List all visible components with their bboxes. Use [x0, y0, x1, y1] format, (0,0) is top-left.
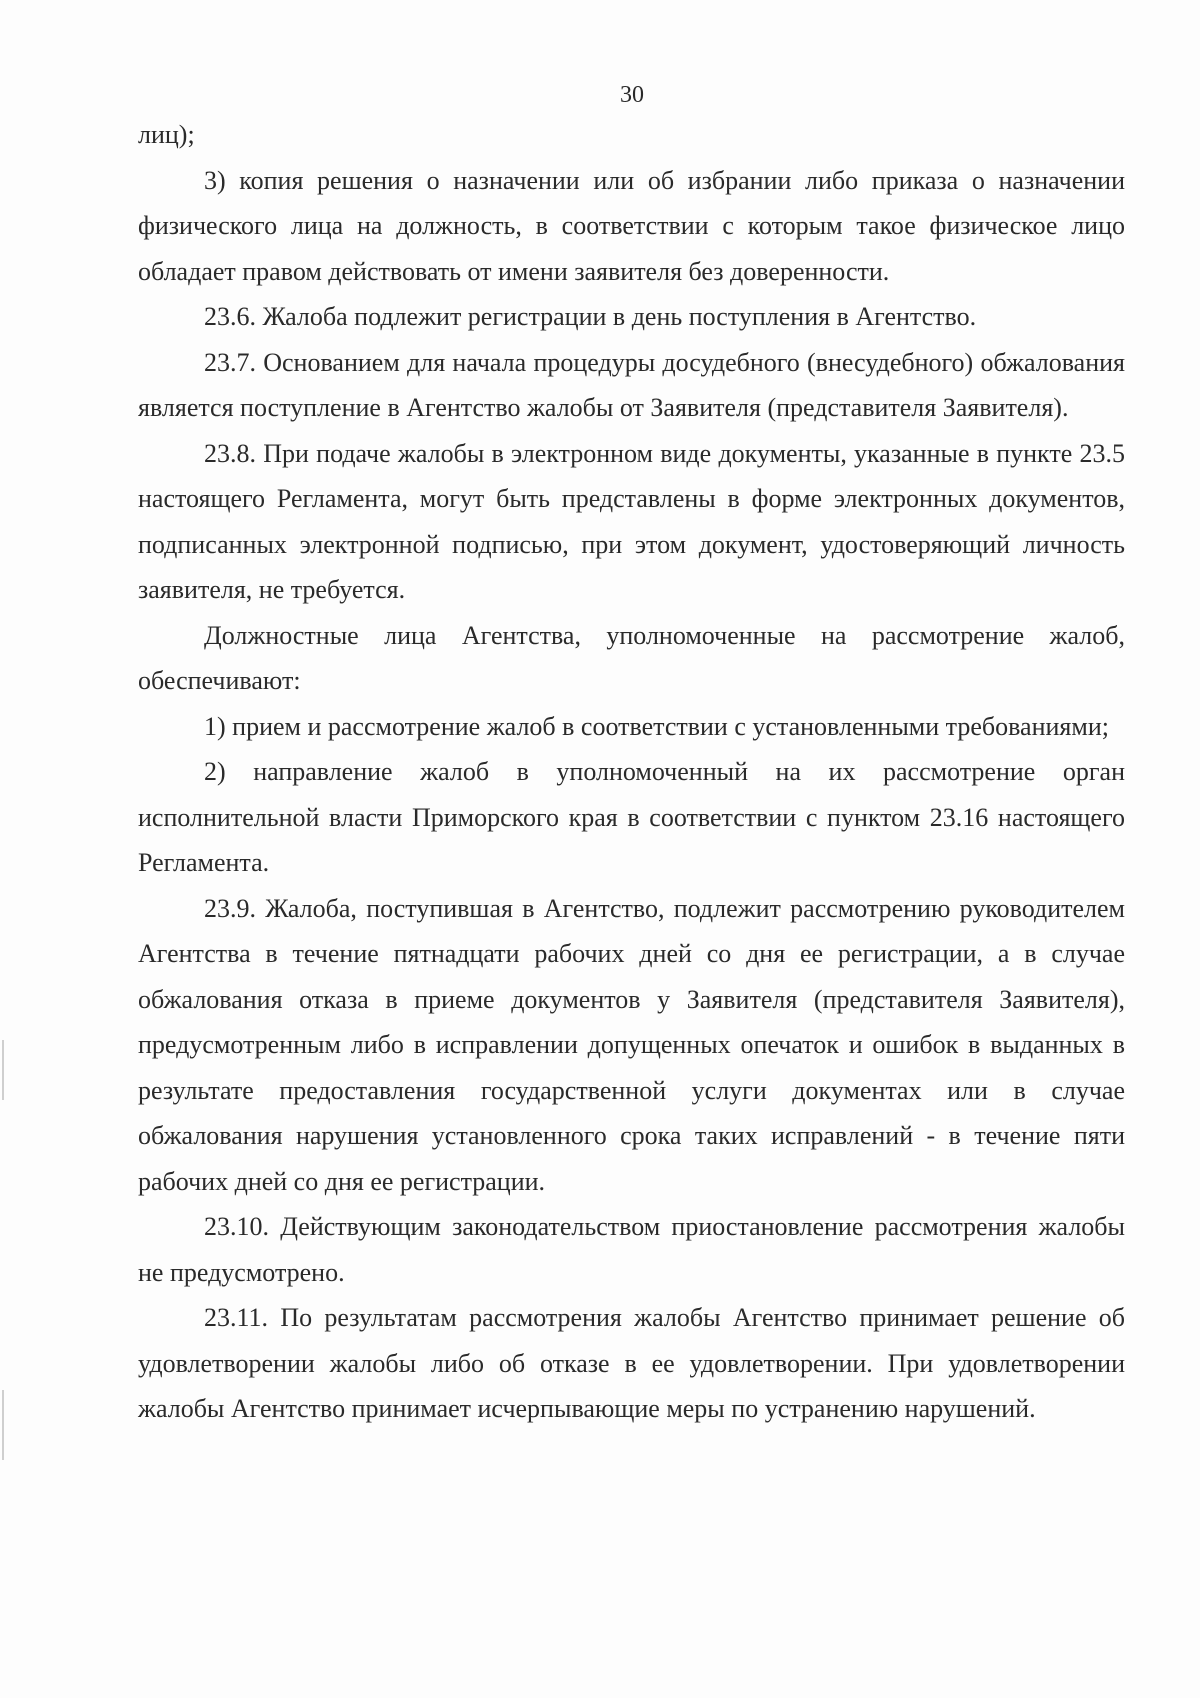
scan-edge-mark [2, 1390, 4, 1460]
paragraph-23-10: 23.10. Действующим законодательством приостановление рассмотрения жалобы не предусмотрено. [138, 1212, 1125, 1287]
paragraph-officials-item-1: 1) прием и рассмотрение жалоб в соответствии с установленными требованиями; [204, 711, 1109, 741]
scan-edge-mark [2, 1040, 4, 1100]
paragraph-23-11: 23.11. По результатам рассмотрения жалобы Агентство принимает решение об удовлетворении жалобы либо об отказе в ее удовлетворении. При удовлетворении жалобы Агентство принимает исчерпывающие меры по устранению нарушений. [138, 1303, 1125, 1423]
paragraph-23-8: 23.8. При подаче жалобы в электронном виде документы, указанные в пункте 23.5 настоящего Регламента, могут быть представлены в форме электронных документов, подписанных электронной подписью, при этом документ, удостоверяющий личность заявителя, не требуется. [138, 438, 1125, 604]
paragraph-23-6: 23.6. Жалоба подлежит регистрации в день поступления в Агентство. [204, 302, 977, 331]
paragraph-continuation: лиц); [138, 120, 195, 149]
document-body [138, 112, 1125, 1432]
page-number: 30 [620, 82, 644, 108]
paragraph-officials: Должностные лица Агентства, уполномоченные на рассмотрение жалоб, обеспечивают: [138, 620, 1125, 695]
paragraph-23-7: 23.7. Основанием для начала процедуры досудебного (внесудебного) обжалования является поступление в Агентство жалобы от Заявителя (представителя Заявителя). [138, 347, 1125, 422]
paragraph-23-9: 23.9. Жалоба, поступившая в Агентство, подлежит рассмотрению руководителем Агентства в течение пятнадцати рабочих дней со дня ее регистрации, а в случае обжалования отказа в приеме документов у Заявителя (представителя Заявителя), предусмотренным либо в исправлении допущенных опечаток и ошибок в выданных в результате предоставления государственной услуги документах или в случае обжалования нарушения установленного срока таких исправлений - в течение пяти рабочих дней со дня ее регистрации. [138, 893, 1125, 1196]
paragraph-item-3: 3) копия решения о назначении или об избрании либо приказа о назначении физического лица на должность, в соответствии с которым такое физическое лицо обладает правом действовать от имени заявителя без доверенности. [138, 165, 1125, 286]
paragraph-officials-item-2: 2) направление жалоб в уполномоченный на их рассмотрение орган исполнительной власти Приморского края в соответствии с пунктом 23.16 настоящего Регламента. [138, 757, 1125, 877]
